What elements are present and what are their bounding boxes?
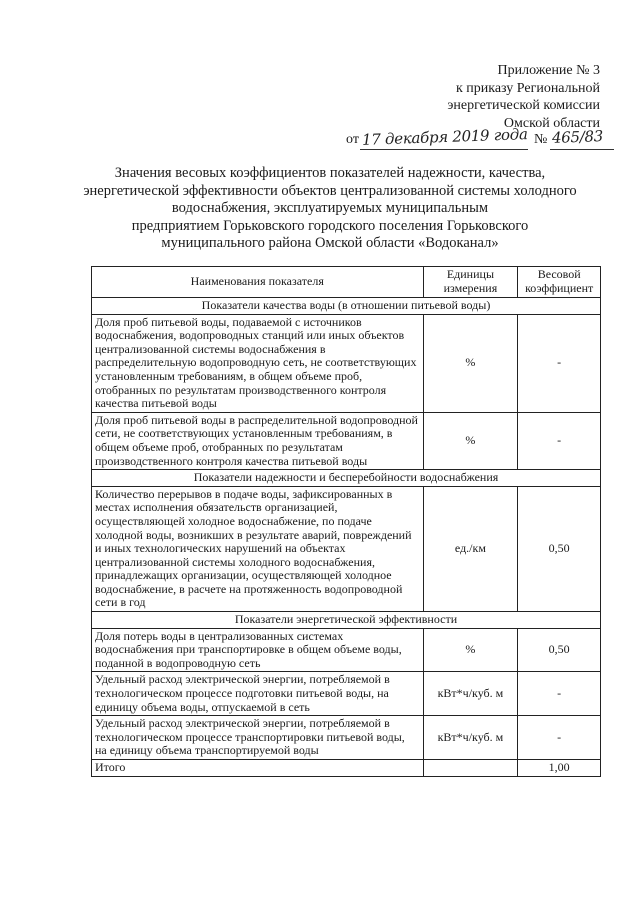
row-unit: % [423, 314, 518, 412]
title-line: энергетической эффективности объектов централизованной системы холодного [83, 182, 577, 199]
row-name: Доля проб питьевой воды, подаваемой с источников водоснабжения, водопроводных станций или иных объектов централизованной системы водоснабжения в распределительную водопроводную сеть, не соответствующих установленным требованиям, в общем объеме проб, отобранных по результатам производственного контроля качества питьевой воды [92, 314, 424, 412]
row-coef: - [518, 314, 601, 412]
title-line: муниципального района Омской области «Водоканал» [161, 235, 499, 251]
section-row [92, 470, 601, 487]
appendix-line: энергетической комиссии [447, 98, 600, 113]
section-title: Показатели качества воды (в отношении питьевой воды) [92, 298, 601, 315]
row-unit: ед./км [423, 486, 518, 611]
total-label: Итого [92, 760, 424, 777]
section-row [92, 612, 601, 629]
header-unit: Единицы измерения [423, 267, 518, 298]
row-coef: 0,50 [518, 486, 601, 611]
row-name: Удельный расход электрической энергии, потребляемой в технологическом процессе транспортировки питьевой воды, на единицу объема транспортируемой воды [92, 716, 424, 760]
table-row [92, 716, 601, 760]
row-coef: - [518, 412, 601, 469]
header-coef: Весовой коэффициент [518, 267, 601, 298]
row-name: Доля проб питьевой воды в распределительной водопроводной сети, не соответствующих установленным требованиям, в общем объеме проб, отобранных по результатам производственного контроля качества питьевой воды [92, 412, 424, 469]
number-underline [550, 149, 614, 150]
row-unit: % [423, 412, 518, 469]
table-row [92, 314, 601, 412]
date-underline [360, 149, 528, 150]
coefficients-table [91, 266, 601, 777]
table-row [92, 486, 601, 611]
title-line: предприятием Горьковского городского поселения Горьковского [131, 217, 529, 234]
order-date-number [346, 125, 616, 156]
row-unit: % [423, 628, 518, 672]
section-title: Показатели энергетической эффективности [92, 612, 601, 629]
row-unit: кВт*ч/куб. м [423, 672, 518, 716]
table-row [92, 412, 601, 469]
row-name: Доля потерь воды в централизованных системах водоснабжения при транспортировке в общем объеме воды, поданной в водопроводную сеть [92, 628, 424, 672]
table-header-row [92, 267, 601, 298]
row-coef: 0,50 [518, 628, 601, 672]
total-row [92, 760, 601, 777]
section-title: Показатели надежности и бесперебойности водоснабжения [92, 470, 601, 487]
row-unit: кВт*ч/куб. м [423, 716, 518, 760]
handwritten-date: 17 декабря 2019 года [361, 125, 528, 149]
title-line: водоснабжения, эксплуатируемых муниципальным [171, 200, 489, 216]
row-coef: - [518, 716, 601, 760]
appendix-line: Приложение № 3 [497, 63, 600, 78]
total-unit [423, 760, 518, 777]
table-row [92, 628, 601, 672]
header-name: Наименования показателя [92, 267, 424, 298]
appendix-line: Омской области [503, 115, 600, 131]
table-row [92, 672, 601, 716]
total-coef: 1,00 [518, 760, 601, 777]
row-name: Количество перерывов в подаче воды, зафиксированных в местах исполнения обязательств организацией, осуществляющей холодное водоснабжение, по подаче холодной воды, возникших в результате аварий, повреждений и иных технологических нарушений на объектах централизованной системы холодного водоснабжения, принадлежащих организации, осуществляющей холодное водоснабжение, в расчете на протяженность водопроводной сети в год [92, 486, 424, 611]
section-row [92, 298, 601, 315]
from-label: от [346, 132, 359, 147]
handwritten-number: 465/83 [551, 127, 604, 147]
row-coef: - [518, 672, 601, 716]
row-name: Удельный расход электрической энергии, потребляемой в технологическом процессе подготовки питьевой воды, на единицу объема воды, отпускаемой в сеть [92, 672, 424, 716]
title-line: Значения весовых коэффициентов показателей надежности, качества, [114, 165, 546, 181]
number-label: № [534, 132, 548, 147]
appendix-line: к приказу Региональной [455, 80, 600, 96]
document-title [60, 165, 600, 253]
appendix-block [447, 62, 600, 132]
